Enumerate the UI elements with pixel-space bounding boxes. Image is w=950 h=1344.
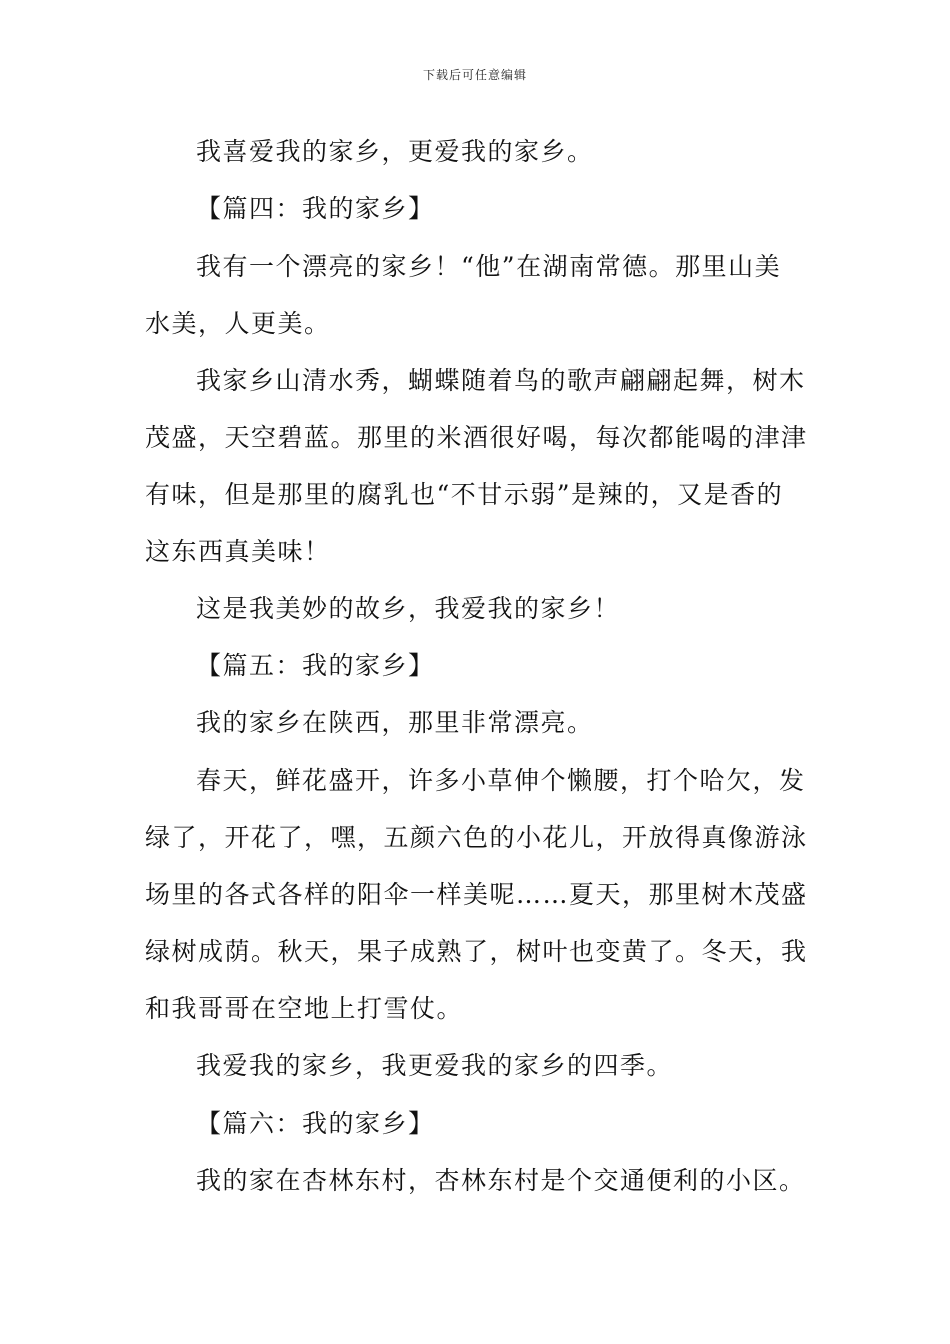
paragraph-line: 场里的各式各样的阳伞一样美呢……夏天，那里树木茂盛 xyxy=(145,880,808,909)
paragraph-line: 我家乡山清水秀，蝴蝶随着鸟的歌声翩翩起舞，树木 xyxy=(196,366,806,395)
paragraph-line: 我喜爱我的家乡，更爱我的家乡。 xyxy=(196,137,594,166)
paragraph-line: 有味，但是那里的腐乳也“不甘示弱”是辣的，又是香的 xyxy=(145,480,784,509)
section-heading: 【篇四：我的家乡】 xyxy=(196,194,435,223)
paragraph-line: 绿了，开花了，嘿，五颜六色的小花儿，开放得真像游泳 xyxy=(145,823,808,852)
paragraph-line: 水美，人更美。 xyxy=(145,309,331,338)
paragraph-line: 和我哥哥在空地上打雪仗。 xyxy=(145,994,464,1023)
paragraph-line: 我的家在杏林东村，杏林东村是个交通便利的小区。 xyxy=(196,1166,806,1195)
paragraph-line: 这东西真美味！ xyxy=(145,537,331,566)
page-header: 下载后可任意编辑 xyxy=(422,68,527,82)
paragraph-line: 我的家乡在陕西，那里非常漂亮。 xyxy=(196,708,594,737)
paragraph-line: 茂盛，天空碧蓝。那里的米酒很好喝，每次都能喝的津津 xyxy=(145,423,808,452)
section-heading: 【篇六：我的家乡】 xyxy=(196,1109,435,1138)
paragraph-line: 这是我美妙的故乡，我爱我的家乡！ xyxy=(196,594,621,623)
section-heading: 【篇五：我的家乡】 xyxy=(196,651,435,680)
paragraph-line: 我爱我的家乡，我更爱我的家乡的四季。 xyxy=(196,1051,674,1080)
paragraph-line: 我有一个漂亮的家乡！“他”在湖南常德。那里山美 xyxy=(196,252,782,281)
paragraph-line: 绿树成荫。秋天，果子成熟了，树叶也变黄了。冬天，我 xyxy=(145,937,808,966)
paragraph-line: 春天，鲜花盛开，许多小草伸个懒腰，打个哈欠，发 xyxy=(196,766,806,795)
